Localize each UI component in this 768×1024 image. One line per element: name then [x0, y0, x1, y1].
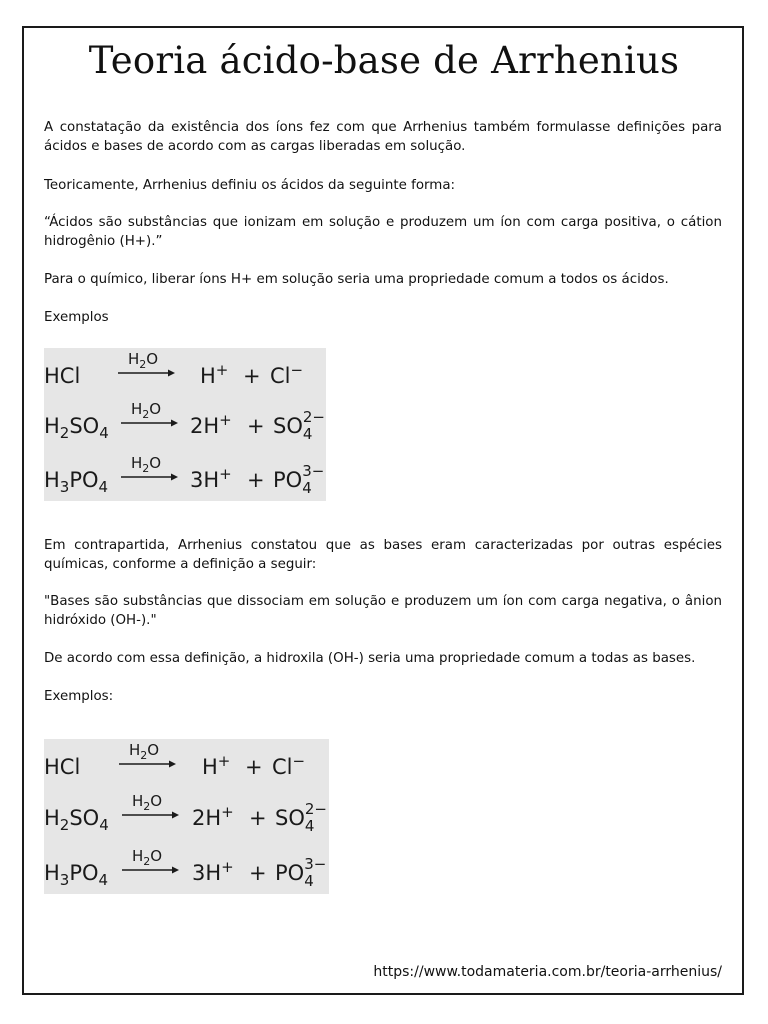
solvent-label: $H_2O$ [128, 350, 159, 371]
right-arrow-icon [122, 865, 180, 875]
bases-intro-paragraph: Em contrapartida, Arrhenius constatou que as bases eram caracterizadas por outras espécies químicas, conforme a definição a seguir: [44, 538, 722, 572]
cation-h: H+ [200, 361, 229, 388]
reactant-h2so4: $H_2SO_4$ [44, 414, 109, 443]
solvent-label: $H_2O$ [132, 792, 163, 813]
cation-h: H+ [202, 752, 231, 779]
right-arrow-icon [121, 472, 179, 482]
right-arrow-icon [118, 368, 176, 378]
anion-so4: SO 2− 4 [273, 408, 325, 443]
plus-sign: + [247, 414, 265, 438]
anion-cl: Cl− [272, 752, 306, 779]
anion-po4: PO 3− 4 [273, 462, 325, 497]
cation-2h: 2H+ [190, 411, 232, 438]
examples-heading-acids: Exemplos [44, 310, 109, 325]
solvent-label: $H_2O$ [131, 454, 162, 475]
cation-3h: 3H+ [190, 465, 232, 492]
base-property-paragraph: De acordo com essa definição, a hidroxila (OH-) seria uma propriedade comum a todas as bases. [44, 651, 696, 666]
reaction-arrow [122, 794, 178, 824]
source-url[interactable]: https://www.todamateria.com.br/teoria-arrhenius/ [373, 964, 722, 980]
plus-sign: + [249, 861, 267, 885]
examples-heading-bases: Exemplos: [44, 689, 114, 704]
acid-definition-lead: Teoricamente, Arrhenius definiu os ácidos da seguinte forma: [44, 178, 456, 193]
acid-property-paragraph: Para o químico, liberar íons H+ em solução seria uma propriedade comum a todos os ácidos. [44, 272, 669, 287]
right-arrow-icon [121, 418, 179, 428]
acid-examples-equations [44, 348, 326, 501]
reaction-arrow [121, 402, 177, 432]
anion-po4: PO 3− 4 [275, 855, 327, 890]
plus-sign: + [243, 364, 261, 388]
reactant-h3po4: $H_3PO_4$ [44, 861, 109, 890]
right-arrow-icon [122, 810, 180, 820]
reactant-h3po4: $H_3PO_4$ [44, 468, 109, 497]
cation-2h: 2H+ [192, 803, 234, 830]
reaction-arrow [122, 849, 178, 879]
base-examples-equations [44, 739, 329, 894]
solvent-label: $H_2O$ [132, 847, 163, 868]
anion-cl: Cl− [270, 361, 304, 388]
page-title: Teoria ácido-base de Arrhenius [88, 39, 680, 82]
intro-paragraph: A constatação da existência dos íons fez com que Arrhenius também formulasse definições para ácidos e bases de acordo com as cargas liberadas em solução. [44, 120, 722, 154]
reaction-arrow [121, 456, 177, 486]
reaction-arrow [119, 743, 175, 773]
solvent-label: $H_2O$ [129, 741, 160, 762]
plus-sign: + [249, 806, 267, 830]
reaction-arrow [118, 352, 174, 382]
plus-sign: + [247, 468, 265, 492]
right-arrow-icon [119, 759, 177, 769]
cation-3h: 3H+ [192, 858, 234, 885]
solvent-label: $H_2O$ [131, 400, 162, 421]
reactant-h2so4: $H_2SO_4$ [44, 806, 109, 835]
anion-so4: SO 2− 4 [275, 800, 327, 835]
reactant-hcl: HCl [44, 755, 81, 779]
acid-definition-quote: “Ácidos são substâncias que ionizam em solução e produzem um íon com carga positiva, o cátion hidrogênio (H+).” [44, 215, 722, 249]
plus-sign: + [245, 755, 263, 779]
base-definition-quote: "Bases são substâncias que dissociam em solução e produzem um íon com carga negativa, o ânion hidróxido (OH-)." [44, 594, 722, 628]
reactant-hcl: HCl [44, 364, 81, 388]
